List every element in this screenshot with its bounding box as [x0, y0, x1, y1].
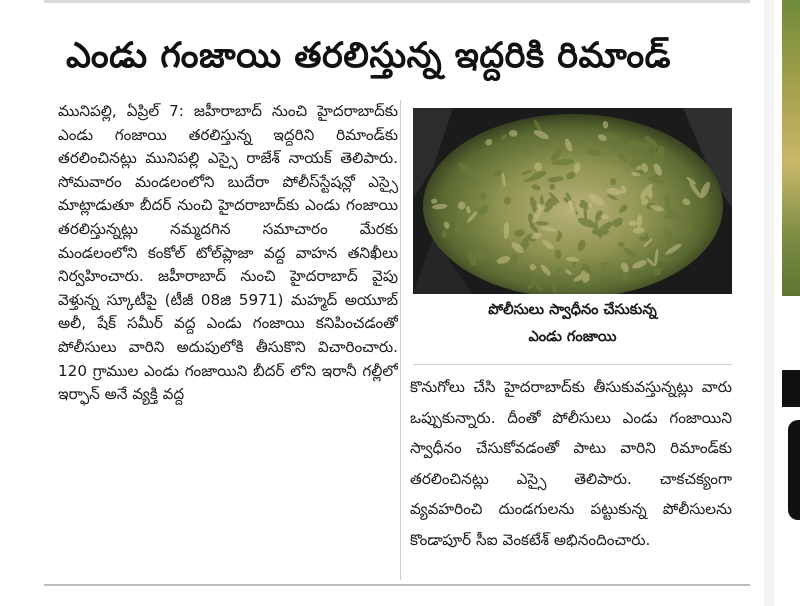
photo-caption [413, 297, 732, 359]
adjacent-article-block-edge [782, 370, 800, 407]
dried-ganja-photo [413, 108, 732, 294]
article-body-left-text: మునిపల్లి, ఏప్రిల్ 7: జహీరాబాద్ నుంచి హైదరాబాద్‌కు ఎండు గంజాయి తరలిస్తున్న ఇద్దరిని రిమాండ్‌కు తరలించినట్లు మునిపల్లి ఎస్సై రాజేశ్ నాయక్ తెలిపారు. సోమవారం మండలంలోని బుదేరా పోలీస్‌స్టేషన్లో ఎస్సై మాట్లాడుతూ బీదర్ నుంచి హైదరాబాద్‌కు ఎండు గంజాయి తరలిస్తున్నట్లు నమ్మదగిన సమాచారం మేరకు మండలంలోని కంకోల్ టోల్‌ప్లాజా వద్ద వాహన తనిఖీలు నిర్వహించారు. జహీరాబాద్ నుంచి హైదరాబాద్ వైపు వెళ్తున్న స్కూటీపై (టీజీ 08జి 5971) మహ్మద్ అయూబ్ అలీ, షేక్ సమీర్ వద్ద ఎండు గంజాయి కనిపించడంతో పోలీసులు వారిని అదుపులోకి తీసుకొని విచారించారు. 120 గ్రాముల ఎండు గంజాయిని బీదర్ లోని ఇరానీ గల్లీలో ఇర్ఫాన్ అనే వ్యక్తి వద్ద [58, 102, 398, 404]
bottom-divider [44, 584, 750, 586]
ganja-photo-graphic [413, 108, 732, 294]
article-body-right-text: కొనుగోలు చేసి హైదరాబాద్‌కు తీసుకువస్తున్నట్లు వారు ఒప్పుకున్నారు. దీంతో పోలీసులు ఎండు గంజాయిని స్వాధీనం చేసుకోవడంతో పాటు వారిని రిమాండ్‌కు తరలించినట్లు ఎస్సై తెలిపారు. చాకచక్యంగా వ్యవహరించి దుండగులను పట్టుకున్న పోలీసులను కొండాపూర్ సీఐ వెంకటేశ్ అభినందించారు. [410, 378, 732, 549]
adjacent-article-photo-edge [782, 0, 800, 296]
page-gutter [764, 0, 774, 606]
adjacent-article-letter-edge [788, 420, 800, 520]
article-body-right-column [410, 372, 732, 578]
caption-divider [413, 364, 732, 365]
photo-caption-line-2: ఎండు గంజాయి [528, 329, 617, 345]
article-body-left-column [58, 100, 398, 580]
article-headline: ఎండు గంజాయి తరలిస్తున్న ఇద్దరికి రిమాండ్ [66, 36, 672, 76]
column-divider [400, 100, 401, 580]
photo-caption-line-1: పోలీసులు స్వాధీనం చేసుకున్న [488, 302, 657, 318]
top-divider [44, 0, 750, 3]
